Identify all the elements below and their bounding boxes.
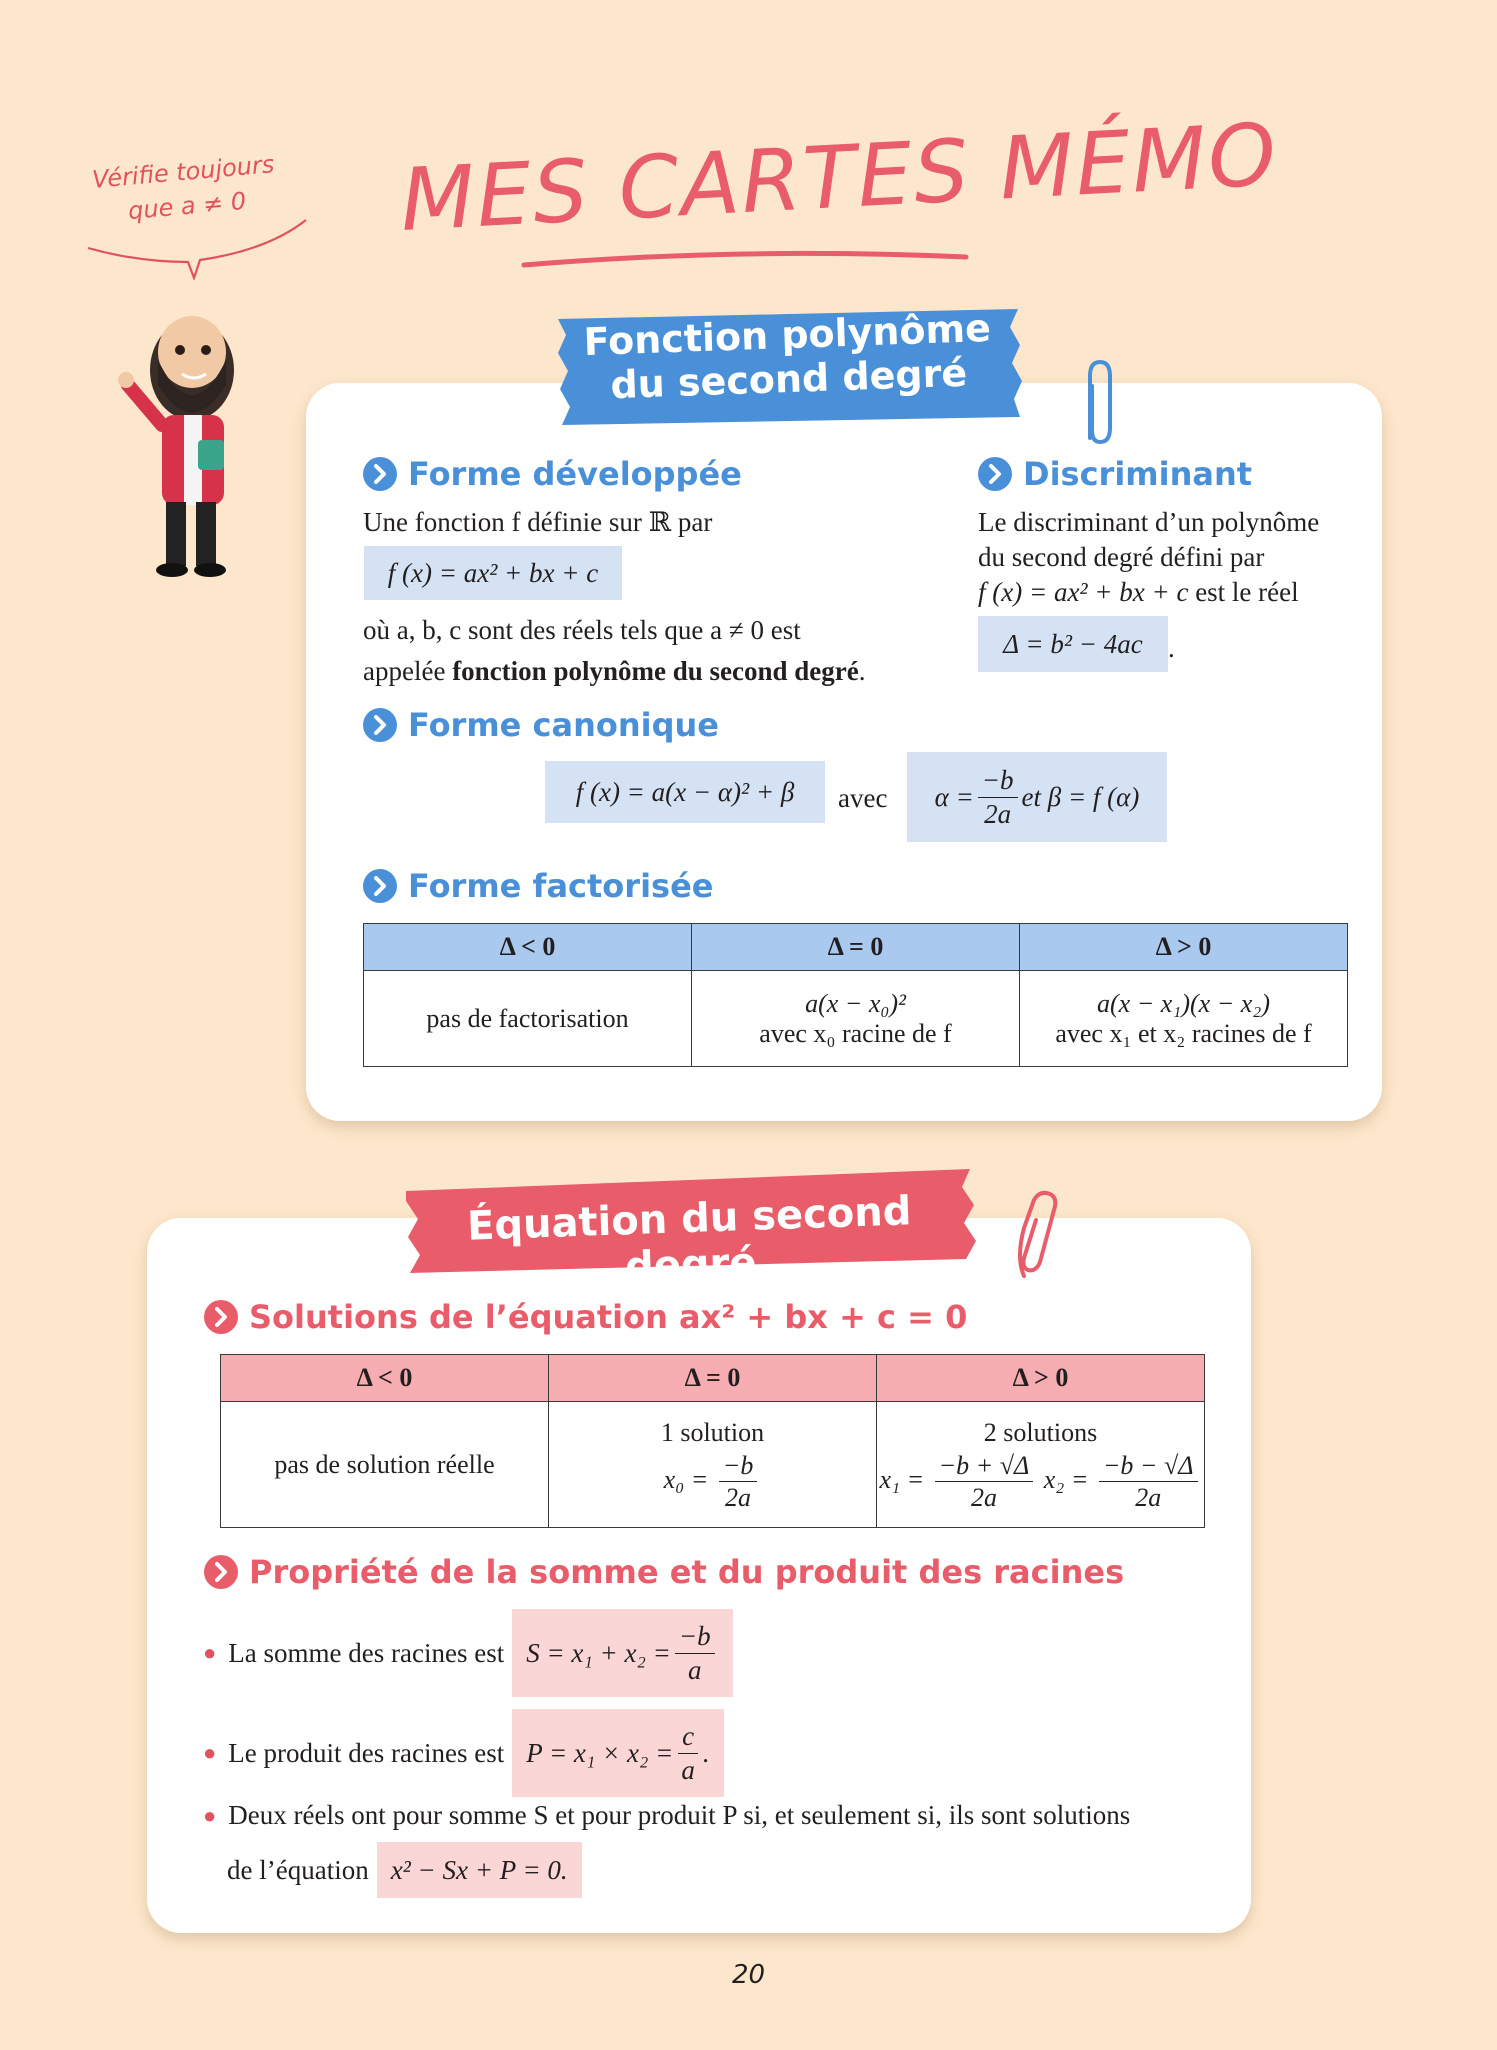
produit-numerator: c: [678, 1722, 698, 1753]
x1-numerator: −b + √Δ: [935, 1452, 1034, 1482]
bullet-text: La somme des racines est: [228, 1637, 505, 1668]
bullet-dot-icon: ●: [203, 1740, 217, 1765]
list-item-produit: [203, 1708, 724, 1798]
section-forme-factorisee-title: [362, 867, 713, 905]
table-cell: pas de factorisation: [364, 971, 692, 1067]
cell-label: 2 solutions: [983, 1417, 1098, 1447]
x2-lhs: x₂ =: [1043, 1464, 1089, 1494]
chevron-right-icon: [203, 1299, 239, 1335]
line3-suffix: .: [858, 656, 866, 686]
formula-forme-developpee: f (x) = ax² + bx + c: [364, 546, 622, 600]
produit-period: .: [702, 1737, 710, 1768]
x1-fraction: [935, 1452, 1034, 1512]
section-label: Solutions de l’équation ax² + bx + c = 0: [249, 1298, 968, 1336]
teacher-avatar-icon: [110, 290, 270, 580]
x0-denominator: 2a: [725, 1483, 752, 1512]
table-row: [221, 1402, 1205, 1528]
speech-bubble: [78, 150, 308, 280]
x0-fraction: [719, 1452, 758, 1512]
somme-denominator: a: [687, 1654, 702, 1685]
bullet-dot-icon: ●: [203, 1640, 217, 1665]
table-cell: [549, 1402, 877, 1528]
section-label: Forme canonique: [408, 706, 719, 744]
cell-note: avec x₁ et x₂ racines de f: [1055, 1018, 1312, 1048]
table-header: Δ > 0: [1020, 924, 1348, 971]
section-forme-developpee-title: [362, 455, 742, 493]
list-item-equation-cont: [227, 1842, 582, 1898]
x2-numerator: −b − √Δ: [1099, 1452, 1198, 1482]
list-item-somme: [203, 1608, 733, 1698]
bullet-dot-icon: ●: [203, 1802, 217, 1828]
line3-prefix: appelée: [363, 656, 453, 686]
produit-lhs: P = x₁ × x₂ =: [526, 1737, 674, 1768]
forme-developpee-line-3: [363, 653, 865, 689]
canonique-avec: avec: [838, 783, 888, 813]
formula-equation: x² − Sx + P = 0.: [377, 1842, 582, 1898]
formula-forme-canonique: f (x) = a(x − α)² + β: [545, 761, 825, 823]
cell-formula: [550, 1452, 875, 1512]
bubble-tail-icon: [78, 150, 308, 280]
discriminant-period: .: [1168, 633, 1175, 663]
bullet-text: Le produit des racines est: [228, 1737, 505, 1768]
solutions-table: [220, 1354, 1205, 1528]
chevron-right-icon: [362, 868, 398, 904]
produit-denominator: a: [681, 1754, 695, 1785]
chevron-right-icon: [362, 707, 398, 743]
x2-fraction: [1099, 1452, 1198, 1512]
page-title: MES CARTES MÉMO: [397, 105, 1281, 251]
table-cell: [877, 1402, 1205, 1528]
banner-line-1: Fonction polynôme: [582, 305, 992, 365]
x1-denominator: 2a: [970, 1483, 997, 1512]
table-header-row: [221, 1355, 1205, 1402]
x1-lhs: x₁ =: [879, 1464, 925, 1494]
definition-term: fonction polynôme du second degré: [452, 656, 859, 686]
discriminant-inline-formula: f (x) = ax² + bx + c: [978, 577, 1189, 607]
table-header: Δ = 0: [549, 1355, 877, 1402]
formula-discriminant: Δ = b² − 4ac: [978, 616, 1168, 672]
section-label: Discriminant: [1023, 455, 1253, 493]
discriminant-line-3: [978, 574, 1299, 610]
section-discriminant-title: [977, 455, 1252, 493]
cell-formula: [878, 1452, 1203, 1512]
page-number: 20: [731, 1960, 766, 1990]
cell-note: avec x₀ racine de f: [759, 1018, 952, 1048]
table-row: [364, 971, 1348, 1067]
bubble-line-2: que a ≠ 0: [127, 186, 248, 226]
cell-label: 1 solution: [660, 1417, 765, 1447]
chevron-right-icon: [203, 1554, 239, 1590]
card1-banner-title: [551, 305, 1026, 409]
list-item-equation: [203, 1800, 1130, 1831]
section-solutions-title: [203, 1298, 967, 1336]
section-forme-canonique-title: [362, 706, 719, 744]
table-header: Δ < 0: [221, 1355, 549, 1402]
discriminant-line-2: du second degré défini par: [978, 542, 1265, 572]
card2-banner-title: Équation du second degré: [466, 1188, 913, 1291]
table-cell: pas de solution réelle: [221, 1402, 549, 1528]
formula-alpha-beta: [907, 752, 1167, 842]
banner-line-2: du second degré: [609, 350, 968, 408]
section-label: Propriété de la somme et du produit des racines: [249, 1553, 1125, 1591]
table-cell: [692, 971, 1020, 1067]
somme-lhs: S = x₁ + x₂ =: [526, 1637, 671, 1668]
table-cell: [1020, 971, 1348, 1067]
discriminant-line3-suffix: est le réel: [1188, 577, 1299, 607]
cell-formula: a(x − x₁)(x − x₂): [1097, 988, 1270, 1018]
discriminant-line-1: Le discriminant d’un polynôme: [978, 507, 1320, 537]
alpha-fraction: [978, 766, 1018, 828]
section-propriete-title: [203, 1553, 1124, 1591]
table-header-row: [364, 924, 1348, 971]
factorisation-table: [363, 923, 1348, 1067]
x0-numerator: −b: [719, 1452, 758, 1482]
x2-denominator: 2a: [1135, 1483, 1162, 1512]
x0-lhs: x₀ =: [663, 1464, 709, 1494]
section-label: Forme factorisée: [408, 867, 714, 905]
paperclip-blue-icon: [1080, 358, 1116, 448]
chevron-right-icon: [362, 456, 398, 492]
table-header: Δ = 0: [692, 924, 1020, 971]
section-label: Forme développée: [408, 455, 742, 493]
produit-fraction: [677, 1722, 699, 1784]
forme-developpee-line-2: où a, b, c sont des réels tels que a ≠ 0 est: [363, 615, 801, 645]
beta-expression: et β = f (α): [1021, 781, 1140, 812]
alpha-denominator: 2a: [984, 798, 1012, 829]
bullet-text: de l’équation: [227, 1854, 369, 1885]
alpha-prefix: α =: [934, 781, 974, 812]
formula-somme: [512, 1609, 732, 1697]
cell-formula: a(x − x₀)²: [805, 988, 906, 1018]
alpha-numerator: −b: [978, 766, 1018, 797]
formula-produit: [512, 1709, 723, 1797]
paperclip-pink-icon: [1012, 1188, 1062, 1288]
somme-fraction: [675, 1622, 715, 1684]
title-underline-icon: [520, 245, 970, 275]
somme-numerator: −b: [675, 1622, 715, 1653]
table-header: Δ > 0: [877, 1355, 1205, 1402]
chevron-right-icon: [977, 456, 1013, 492]
table-header: Δ < 0: [364, 924, 692, 971]
forme-developpee-line-1: Une fonction f définie sur ℝ par: [363, 507, 713, 537]
bullet-text: Deux réels ont pour somme S et pour produit P si, et seulement si, ils sont solutions: [228, 1800, 1131, 1830]
bubble-line-1: Vérifie toujours: [91, 150, 276, 194]
